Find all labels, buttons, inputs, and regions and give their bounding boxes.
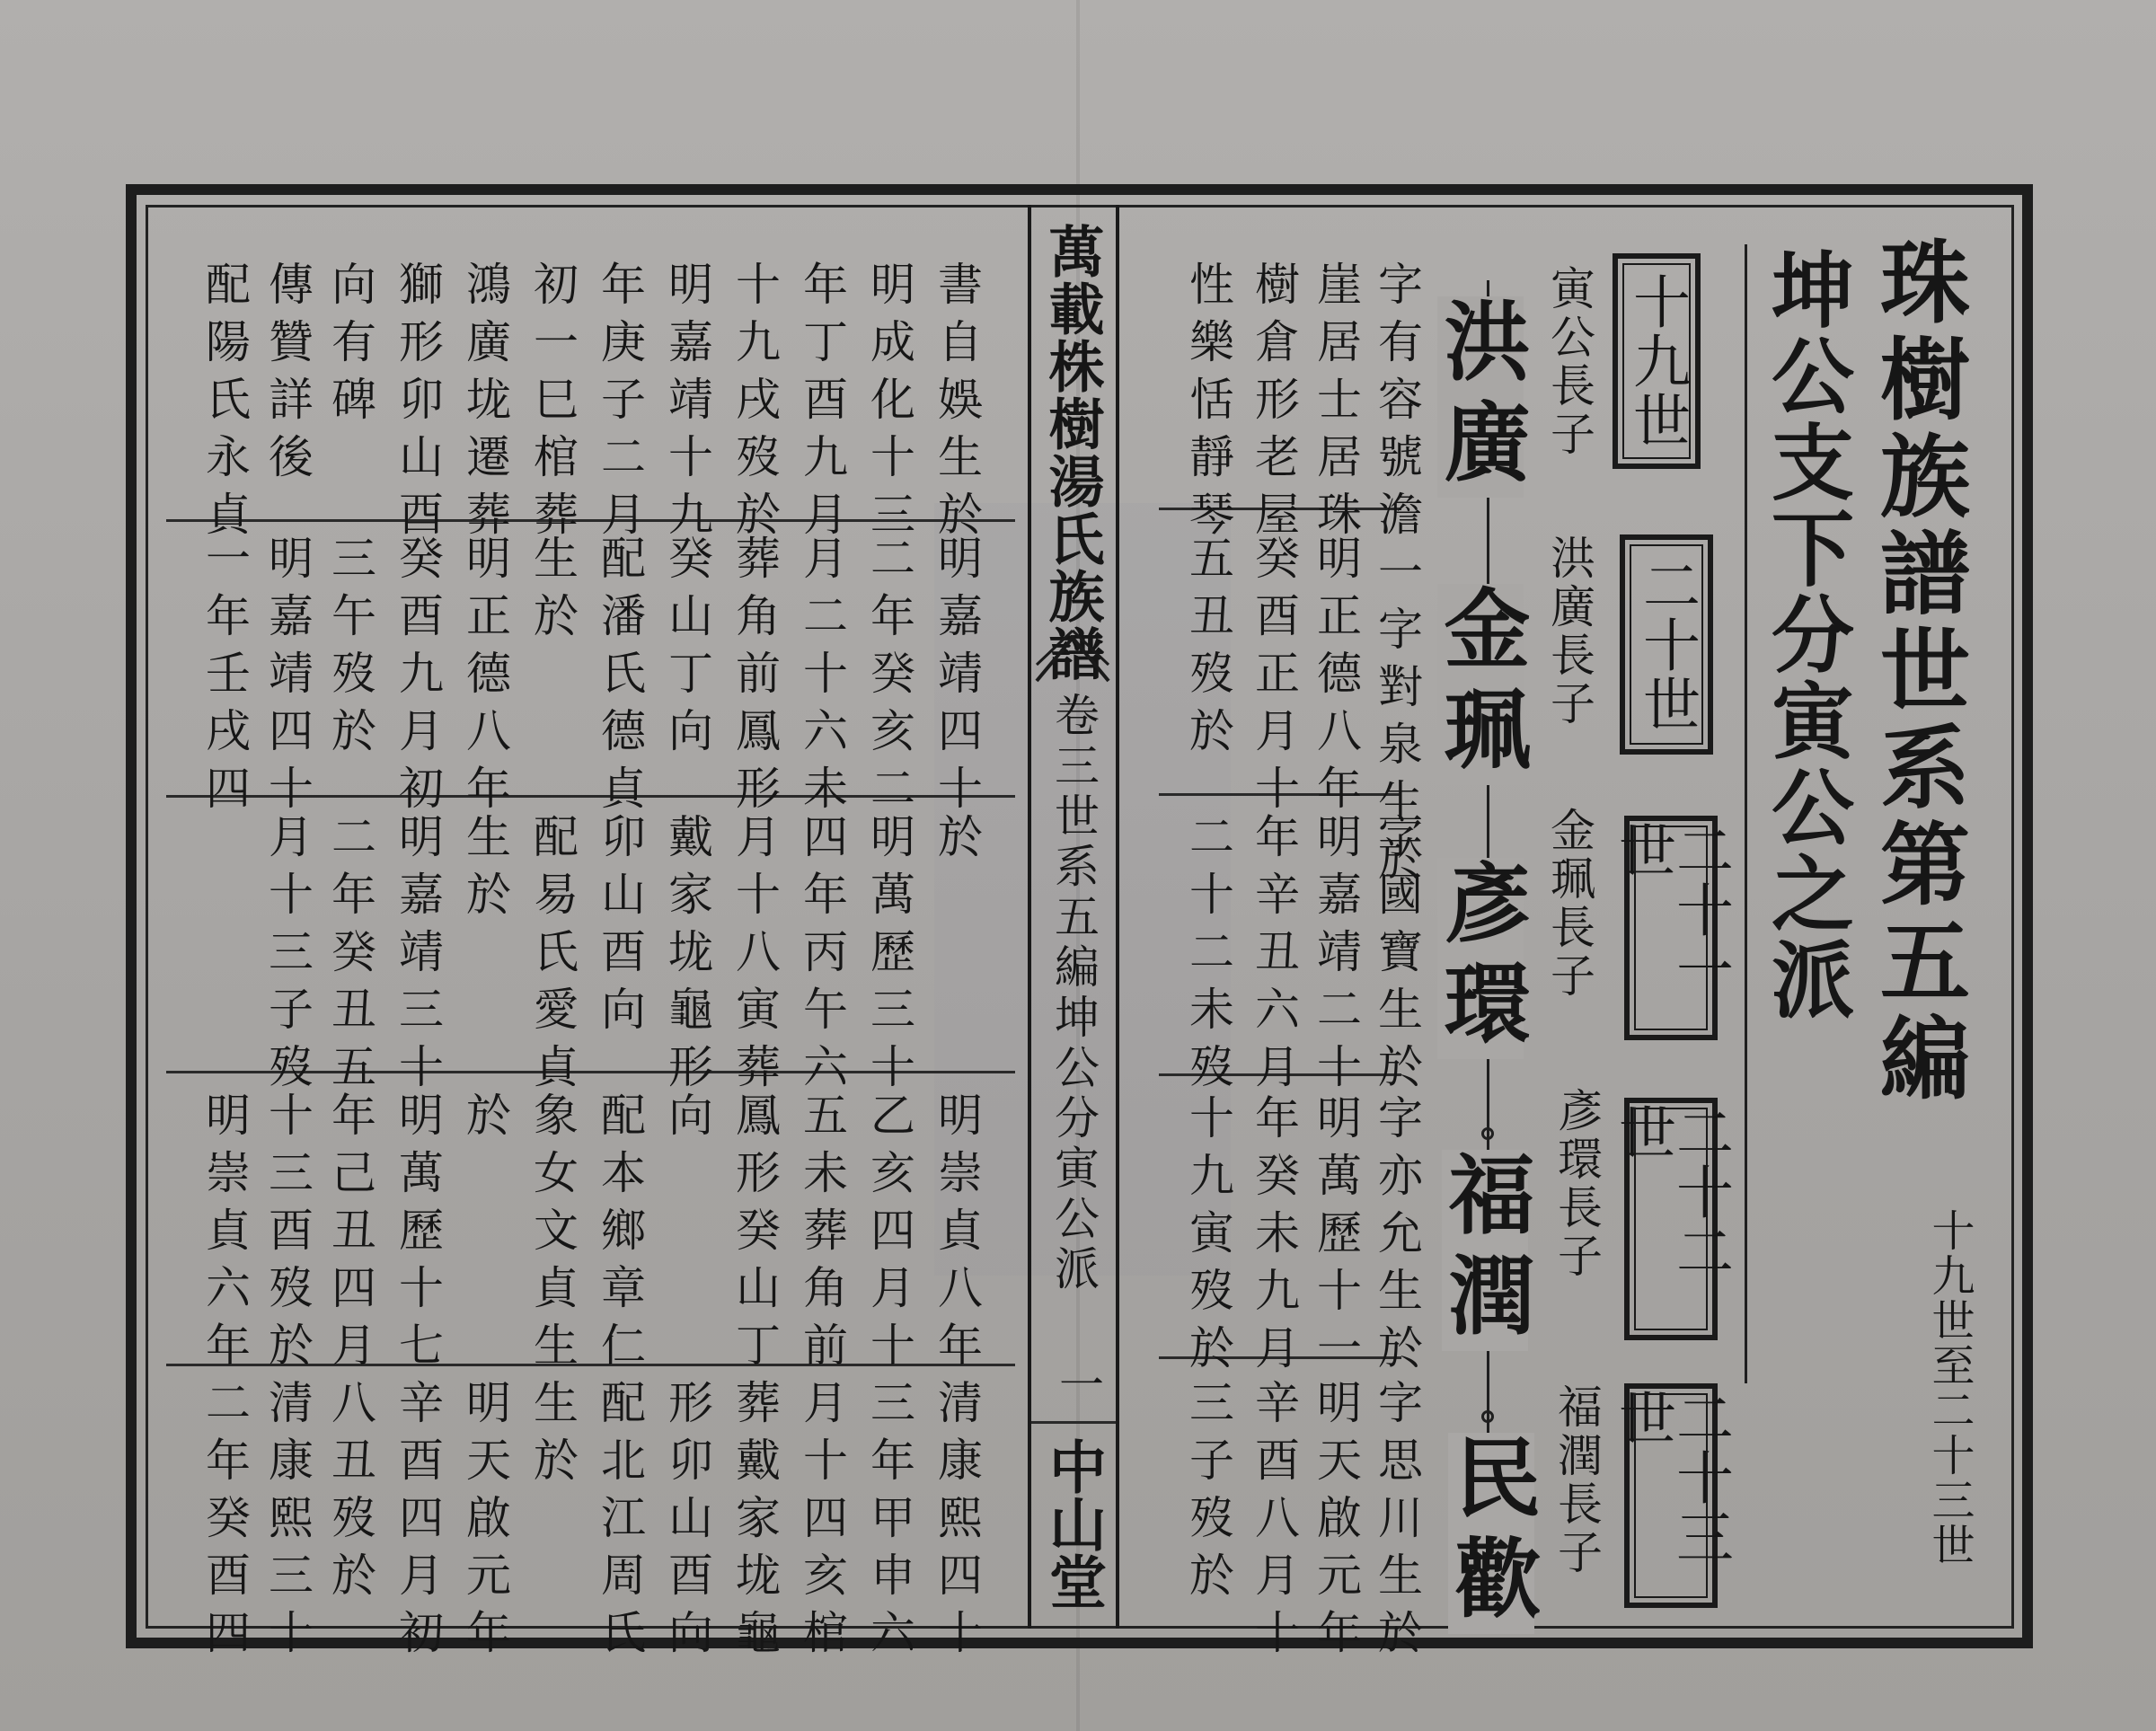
- left-row4-col8: 於: [459, 1091, 511, 1149]
- left-row1-col8: 鴻廣垅遷葬: [459, 261, 511, 548]
- left-row1-col10: 向有碑: [324, 261, 376, 433]
- left-row2-col1: 明嘉靖四十: [931, 534, 983, 822]
- left-row1-col12: 配陽氏永貞: [199, 261, 251, 548]
- lineage-dot: [1481, 1127, 1494, 1140]
- bio-20-line3: 五丑歿於: [1182, 534, 1234, 764]
- left-row1-col7: 初一巳棺葬: [526, 261, 579, 548]
- relation-19: 寅公長子: [1543, 265, 1595, 459]
- bio-23-line1: 字思川生於: [1371, 1379, 1423, 1666]
- bio-20-line2: 癸酉正月十: [1248, 534, 1300, 822]
- left-row2-col5: 癸山丁向: [661, 534, 713, 764]
- left-row2-col2: 二年癸亥二: [863, 534, 915, 822]
- left-row1-col9: 獅形卯山酉: [392, 261, 444, 548]
- bio-21-line3: 年辛丑六月: [1248, 813, 1300, 1100]
- spine-right-border: [1116, 205, 1119, 1629]
- left-row1-col4: 十九戌歿於: [729, 261, 781, 548]
- left-row4-col3: 五未葬角前: [796, 1091, 848, 1379]
- left-row2-col8: 明正德八年: [459, 534, 511, 822]
- left-row4-col12: 明崇貞六年: [199, 1091, 251, 1379]
- spine-hall-name: 中山堂: [1039, 1437, 1107, 1610]
- spine-left-border: [1028, 205, 1031, 1629]
- left-row4-col4: 鳳形癸山丁: [729, 1091, 781, 1379]
- left-row5-col4: 葬戴家垅龜: [729, 1379, 781, 1666]
- left-row4-col9: 明萬歷十七: [392, 1091, 444, 1379]
- left-row5-col9: 辛酉四月初: [392, 1379, 444, 1666]
- left-row1-col5: 明嘉靖十九: [661, 261, 713, 548]
- bio-23-line3: 辛酉八月十: [1248, 1379, 1300, 1666]
- left-row1-col11: 傳贊詳後: [261, 261, 314, 490]
- relation-22: 彥環長子: [1551, 1087, 1603, 1281]
- left-row3-col2: 明萬歷三十: [863, 813, 915, 1100]
- spine-title: 萬載株樹湯氏族譜: [1039, 223, 1105, 683]
- left-row3-col10: 二年癸丑五: [324, 813, 376, 1100]
- name-19: 洪廣: [1430, 296, 1532, 498]
- left-row2-col10: 三午歿於: [324, 534, 376, 764]
- left-row1-col6: 年庚子二月: [594, 261, 646, 548]
- bio-19-line3: 樹倉形老屋: [1248, 261, 1300, 548]
- left-row4-col5: 向: [661, 1091, 713, 1149]
- left-row3-col7: 配易氏愛貞: [526, 813, 579, 1100]
- left-row4-col10: 年己丑四月: [324, 1091, 376, 1379]
- left-row3-col8: 生於: [459, 813, 511, 928]
- relation-21: 金珮長子: [1543, 807, 1595, 1001]
- gen-box-23: 二十三世: [1624, 1383, 1718, 1608]
- left-row2-col7: 生於: [526, 534, 579, 649]
- document-subtitle: 坤公支下分寅公之派: [1758, 247, 1855, 1023]
- left-row2-col3: 月二十六未: [796, 534, 848, 822]
- left-row2-col6: 配潘氏德貞: [594, 534, 646, 822]
- left-row4-col1: 明崇貞八年: [931, 1091, 983, 1379]
- left-row3-col4: 月十八寅葬: [729, 813, 781, 1100]
- left-row5-col2: 三年甲申六: [863, 1379, 915, 1666]
- spine-fishtail-mark: [1035, 629, 1110, 683]
- left-row4-col7: 象女文貞生: [526, 1091, 579, 1379]
- left-row3-col1: 於: [931, 813, 983, 870]
- left-row5-col1: 清康熙四十: [931, 1379, 983, 1666]
- relation-23: 福潤長子: [1551, 1383, 1603, 1577]
- left-row1-col1: 書自娛生於: [931, 261, 983, 548]
- spine-page-number: 一: [1052, 1361, 1104, 1411]
- bio-21-line2: 明嘉靖二十: [1310, 813, 1362, 1100]
- left-row5-col10: 八丑歿於: [324, 1379, 376, 1609]
- left-row5-col6: 配北江周氏: [594, 1379, 646, 1666]
- left-row3-col9: 明嘉靖三十: [392, 813, 444, 1100]
- bio-19-line2: 崖居士居珠: [1310, 261, 1362, 548]
- left-row1-col3: 年丁酉九月: [796, 261, 848, 548]
- left-row5-col7: 生於: [526, 1379, 579, 1494]
- bio-20-line1: 明正德八年: [1310, 534, 1362, 822]
- bio-21-line4: 二十二未歿: [1182, 813, 1234, 1100]
- gen-box-22: 二十二世: [1624, 1098, 1718, 1340]
- left-row5-col5: 形卯山酉向: [661, 1379, 713, 1666]
- left-row2-col12: 一年壬戌四: [199, 534, 251, 822]
- bio-22-line3: 年癸未九月: [1248, 1094, 1300, 1382]
- name-22: 福潤: [1435, 1150, 1536, 1351]
- bio-23-line4: 三子歿於: [1182, 1379, 1234, 1609]
- left-row2-col11: 明嘉靖四十: [261, 534, 314, 822]
- name-23: 民歡: [1441, 1433, 1542, 1634]
- left-row5-col12: 二年癸酉四: [199, 1379, 251, 1666]
- gen-box-21: 二十一世: [1624, 816, 1718, 1040]
- bio-19-line4: 性樂恬靜琴: [1182, 261, 1234, 548]
- name-21: 彥環: [1430, 858, 1532, 1059]
- left-row5-col3: 月十四亥棺: [796, 1379, 848, 1666]
- left-row2-col9: 癸酉九月初: [392, 534, 444, 822]
- left-row2-col4: 葬角前鳳形: [729, 534, 781, 822]
- bio-22-line2: 明萬歷十一: [1310, 1094, 1362, 1382]
- left-row5-col11: 清康熙三十: [261, 1379, 314, 1666]
- left-row4-col6: 配本鄉章仁: [594, 1091, 646, 1379]
- bio-21-line1: 字國寶生於: [1371, 813, 1423, 1100]
- title-divider: [1745, 244, 1747, 1383]
- left-row3-col5: 戴家垅龜形: [661, 813, 713, 1100]
- left-row3-col6: 卯山酉向: [594, 813, 646, 1043]
- bio-23-line2: 明天啟元年: [1310, 1379, 1362, 1666]
- gen-box-20: 二十世: [1620, 534, 1713, 755]
- generation-range: 十九世至二十三世: [1924, 1208, 1975, 1568]
- name-20: 金珮: [1430, 584, 1532, 785]
- left-row5-col8: 明天啟元年: [459, 1379, 511, 1666]
- bio-19-line1: 字有容號澹一字對泉生於: [1371, 261, 1423, 893]
- spine-rule: [1031, 1421, 1116, 1424]
- left-row4-col11: 十三酉歿於: [261, 1091, 314, 1379]
- gen-box-19: 十九世: [1613, 253, 1701, 469]
- bio-22-line1: 字亦允生於: [1371, 1094, 1423, 1382]
- left-row3-col11: 月十三子歿: [261, 813, 314, 1100]
- spine-volume: 卷三世系五編坤公分寅公派: [1047, 692, 1100, 1295]
- left-row3-col3: 四年丙午六: [796, 813, 848, 1100]
- bio-22-line4: 十九寅歿於: [1182, 1094, 1234, 1382]
- left-row4-col2: 乙亥四月十: [863, 1091, 915, 1379]
- left-row1-col2: 明成化十三: [863, 261, 915, 548]
- lineage-dot: [1481, 1410, 1494, 1423]
- relation-20: 洪廣長子: [1543, 534, 1595, 729]
- document-title: 珠樹族譜世系第五編: [1865, 235, 1971, 1108]
